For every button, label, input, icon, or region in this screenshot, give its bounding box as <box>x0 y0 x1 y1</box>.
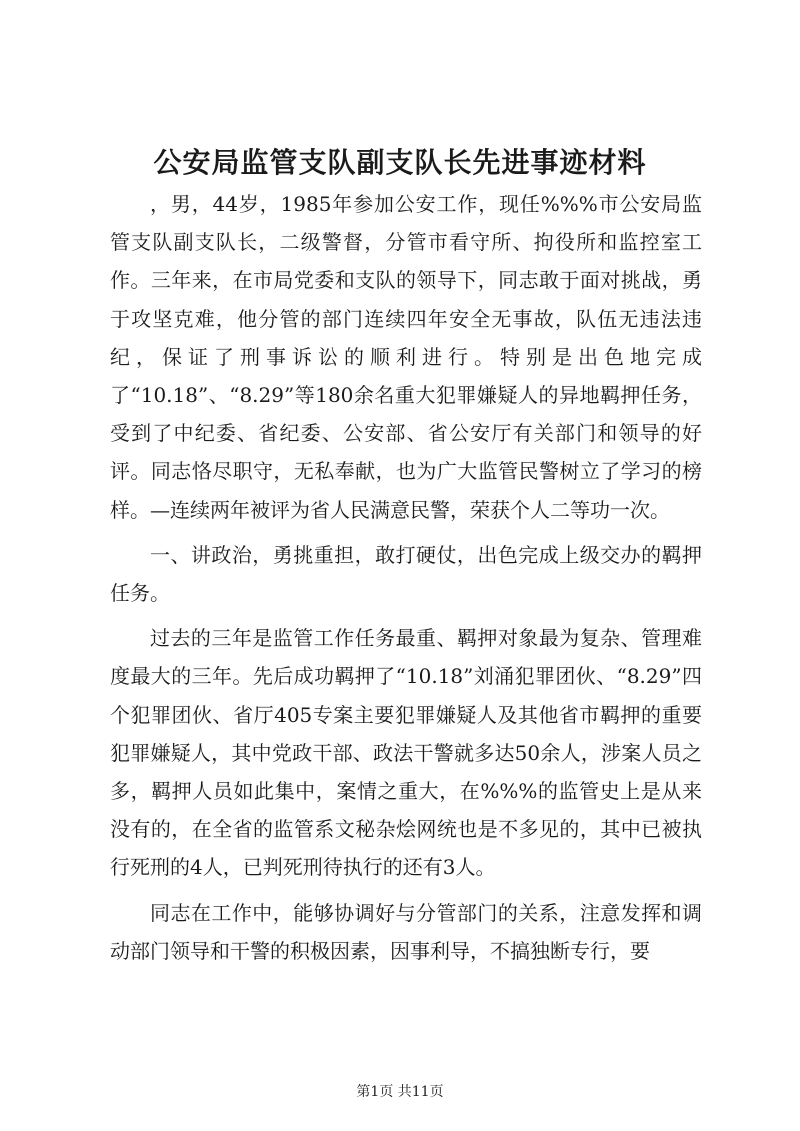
page-number-footer: 第1页 共11页 <box>356 1084 444 1100</box>
paragraph-past-three-years: 过去的三年是监管工作任务最重、羁押对象最为复杂、管理难度最大的三年。先后成功羁押了“10.18”刘涌犯罪团伙、“8.29”四个犯罪团伙、省厅405专案主要犯罪嫌疑人及其他省市羁押的重要犯罪嫌疑人，其中党政干部、政法干警就多达50余人，涉案人员之多，羁押人员如此集中，案情之重大，在%%%的监管史上是从来没有的，在全省的监管系文秘杂烩网统也是不多见的，其中已被执行死刑的4人，已判死刑待执行的还有3人。 <box>110 626 702 880</box>
document-title: 公安局监管支队副支队长先进事迹材料 <box>153 146 647 179</box>
paragraph-intro: ，男，44岁，1985年参加公安工作，现任%%%市公安局监管支队副支队长，二级警督，分管市看守所、拘役所和监控室工作。三年来，在市局党委和支队的领导下，同志敢于面对挑战，勇于攻坚克难，他分管的部门连续四年安全无事故，队伍无违法违纪，保证了刑事诉讼的顺利进行。特别是出色地完成了“10.18”、“8.29”等180余名重大犯罪嫌疑人的异地羁押任务，受到了中纪委、省纪委、公安部、省公安厅有关部门和领导的好评。同志恪尽职守，无私奉献，也为广大监管民警树立了学习的榜样。—连续两年被评为省人民满意民警，荣获个人二等功一次。 <box>110 192 702 522</box>
paragraph-work-coordination: 同志在工作中，能够协调好与分管部门的关系，注意发挥和调动部门领导和干警的积极因素，因事利导，不搞独断专行，要 <box>110 900 702 963</box>
document-body <box>110 185 702 970</box>
paragraph-section-heading: 一、讲政治，勇挑重担，敢打硬仗，出色完成上级交办的羁押任务。 <box>110 542 702 606</box>
